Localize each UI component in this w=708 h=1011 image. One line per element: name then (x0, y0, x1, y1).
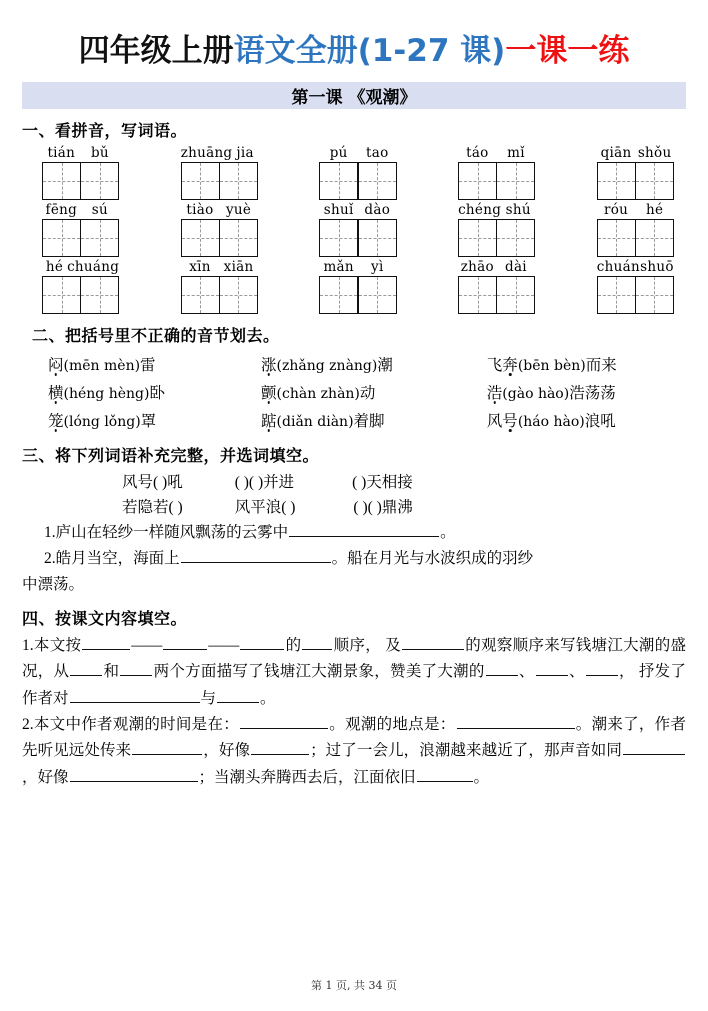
emphasized-char: 踮 (261, 409, 277, 431)
pinyin-syllable: xiān (223, 258, 254, 275)
pinyin-syllable: zhāo (460, 258, 494, 275)
writing-cell[interactable] (80, 276, 119, 314)
pinyin-choice-item (261, 406, 487, 434)
answer-blank[interactable] (70, 766, 198, 782)
answer-blank[interactable] (181, 547, 331, 563)
q-text: 。 (260, 689, 276, 707)
pinyin-labels (181, 259, 258, 275)
pinyin-choice-item (487, 350, 686, 378)
section-two-heading: 二、把括号里不正确的音节划去。 (32, 325, 280, 345)
answer-blank[interactable] (217, 687, 259, 703)
pinyin-choice-item (261, 350, 487, 378)
pinyin-row (22, 202, 686, 257)
sentence-text: 。船在月光与水波织成的羽纱 (331, 549, 534, 567)
pinyin-syllable: yì (371, 258, 384, 275)
writing-cell[interactable] (181, 219, 220, 257)
character-grid (42, 162, 119, 200)
writing-cell[interactable] (635, 162, 674, 200)
answer-blank[interactable] (82, 634, 130, 650)
q-text: 顺序， (333, 636, 382, 654)
pinyin-choice-row (22, 406, 686, 434)
character-grid (319, 276, 396, 314)
pinyin-options[interactable]: (háo hào) (517, 413, 585, 430)
writing-cell[interactable] (597, 276, 636, 314)
writing-cell[interactable] (358, 276, 397, 314)
idiom-item: ( )( )鼎沸 (353, 498, 413, 516)
writing-cell[interactable] (42, 219, 81, 257)
character-grid (597, 219, 674, 257)
q-text: 。观潮的地点是： (329, 715, 456, 733)
pinyin-word-group (319, 202, 396, 257)
pinyin-choice-table (22, 350, 686, 434)
writing-cell[interactable] (635, 276, 674, 314)
title-part-red: 一课一练 (505, 33, 630, 69)
character-grid (181, 276, 258, 314)
pinyin-word-group (42, 259, 119, 314)
idiom-item: ( )( )并进 (234, 473, 295, 491)
title-part-blue: 语文全册(1-27 课) (233, 33, 506, 69)
pinyin-word-group (181, 145, 258, 200)
character-grid (458, 162, 535, 200)
writing-cell[interactable] (458, 276, 497, 314)
idiom-item: 若隐若( ) (122, 498, 183, 516)
pinyin-syllable: qiān (600, 144, 632, 161)
pinyin-word-group (42, 202, 119, 257)
trailing-chars: 雷 (140, 356, 156, 374)
pinyin-syllable: sú (91, 201, 109, 218)
writing-cell[interactable] (80, 219, 119, 257)
q-text: ，好像 (203, 742, 251, 760)
pinyin-syllable: mǎn (323, 258, 354, 275)
pinyin-syllable: dài (505, 258, 527, 275)
writing-cell[interactable] (319, 219, 358, 257)
answer-blank[interactable] (417, 766, 473, 782)
pinyin-labels (597, 202, 674, 218)
fill-blank-sentence-1 (22, 520, 686, 545)
lead-char: 飞 (486, 356, 503, 374)
answer-blank[interactable] (402, 634, 464, 650)
q-text: 与 (200, 689, 217, 707)
q-text: 2.本文中作者观潮的时间是在： (22, 715, 240, 733)
q-text: 、 (518, 663, 535, 681)
pinyin-syllable: yuè (225, 201, 252, 218)
page-title (22, 0, 686, 70)
writing-cell[interactable] (458, 162, 497, 200)
q-text: ；过了一会儿，浪潮越来越近了，那声音如同 (310, 742, 622, 760)
pinyin-labels (458, 202, 535, 218)
writing-cell[interactable] (219, 219, 258, 257)
emphasized-char: 浩 (487, 381, 503, 403)
q-text: 。 (473, 768, 490, 786)
writing-cell[interactable] (496, 219, 535, 257)
q-text: 两个方面描写了钱塘江大潮景象，赞美了大潮的 (153, 663, 485, 681)
pinyin-syllable: mǐ (507, 144, 525, 161)
spacer (295, 495, 353, 517)
answer-blank[interactable] (457, 713, 575, 729)
pinyin-word-group (458, 259, 535, 314)
pinyin-word-group (181, 259, 258, 314)
pinyin-syllable: fēng (45, 201, 78, 218)
writing-cell[interactable] (181, 276, 220, 314)
pinyin-word-group (42, 145, 119, 200)
pinyin-word-group (458, 145, 535, 200)
q-text: ， (618, 663, 635, 681)
pinyin-choice-item (487, 406, 686, 434)
spacer (294, 470, 352, 492)
answer-blank[interactable] (586, 660, 618, 676)
section-three-heading: 三、将下列词语补充完整，并选词填空。 (22, 445, 320, 465)
answer-blank[interactable] (163, 634, 207, 650)
answer-blank[interactable] (70, 660, 102, 676)
section-four-heading: 四、按课文内容填空。 (22, 608, 188, 628)
pinyin-labels (181, 202, 258, 218)
writing-cell[interactable] (458, 219, 497, 257)
page-footer: 第 1 页, 共 34 页 (311, 979, 397, 992)
answer-blank[interactable] (240, 634, 284, 650)
emphasized-char: 笼 (48, 409, 64, 431)
writing-cell[interactable] (358, 162, 397, 200)
character-grid (458, 276, 535, 314)
writing-cell[interactable] (219, 162, 258, 200)
pinyin-syllable: chuán (596, 258, 640, 275)
writing-cell[interactable] (42, 276, 81, 314)
trailing-chars: 而来 (585, 356, 617, 374)
trailing-chars: 浩荡荡 (569, 384, 616, 402)
writing-cell[interactable] (80, 162, 119, 200)
answer-blank[interactable] (251, 739, 309, 755)
pinyin-labels (597, 145, 674, 161)
pinyin-labels (319, 259, 396, 275)
character-grid (319, 219, 396, 257)
pinyin-labels (597, 259, 674, 275)
idiom-item: 风平浪( ) (234, 498, 296, 516)
pinyin-word-group (181, 202, 258, 257)
spacer (183, 470, 235, 492)
pinyin-word-group (319, 259, 396, 314)
pinyin-syllable: tao (366, 144, 389, 161)
pinyin-syllable: jia (236, 144, 254, 161)
writing-cell[interactable] (496, 162, 535, 200)
q-text: —— (208, 636, 240, 654)
q-text: 抒发了作者对 (22, 663, 686, 707)
q-text: 1.本文按 (22, 636, 82, 654)
sentence-text: 1.庐山在轻纱一样随风飘荡的云雾中 (44, 523, 289, 541)
emphasized-char: 横 (48, 381, 64, 403)
pinyin-syllable: hé (45, 258, 64, 275)
pinyin-word-group (458, 202, 535, 257)
q-text: 的观察顺序来写钱塘江大潮的盛况，从 (22, 636, 686, 681)
pinyin-syllable: zhuāng (180, 144, 233, 161)
pinyin-word-group (319, 145, 396, 200)
section-four-question-1 (22, 633, 686, 712)
pinyin-choice-item (261, 378, 487, 406)
character-grid (42, 276, 119, 314)
writing-cell[interactable] (358, 219, 397, 257)
pinyin-labels (458, 145, 535, 161)
writing-cell[interactable] (319, 162, 358, 200)
pinyin-syllable: pú (329, 144, 348, 161)
pinyin-labels (181, 145, 258, 161)
writing-cell[interactable] (597, 219, 636, 257)
writing-cell[interactable] (635, 219, 674, 257)
writing-cell[interactable] (319, 276, 358, 314)
pinyin-choice-item (22, 350, 261, 378)
character-grid (181, 219, 258, 257)
pinyin-labels (319, 202, 396, 218)
character-grid (42, 219, 119, 257)
pinyin-syllable: shuǐ (323, 201, 354, 218)
answer-blank[interactable] (536, 660, 568, 676)
writing-cell[interactable] (42, 162, 81, 200)
lesson-title-bar (22, 82, 686, 109)
pinyin-choice-item (22, 378, 261, 406)
pinyin-labels (42, 145, 119, 161)
sentence-text: 。 (440, 523, 456, 541)
pinyin-syllable: shú (505, 201, 531, 218)
answer-blank[interactable] (240, 713, 328, 729)
pinyin-syllable: chuáng (67, 258, 120, 275)
character-grid (597, 276, 674, 314)
writing-cell[interactable] (219, 276, 258, 314)
q-text: 和 (103, 663, 120, 681)
pinyin-choice-item (22, 406, 261, 434)
trailing-chars: 着脚 (353, 412, 385, 430)
emphasized-char: 涨 (261, 353, 277, 375)
character-grid (319, 162, 396, 200)
pinyin-options[interactable]: (zhǎng znàng) (276, 357, 378, 374)
pinyin-syllable: tiào (186, 201, 214, 218)
answer-blank[interactable] (120, 660, 152, 676)
trailing-chars: 罩 (140, 412, 157, 430)
pinyin-word-group (597, 202, 674, 257)
emphasized-char: 奔 (502, 353, 518, 375)
pinyin-syllable: dào (364, 201, 391, 218)
answer-blank[interactable] (486, 660, 518, 676)
fill-blank-sentence-2-cont: 中漂荡。 (22, 575, 85, 593)
pinyin-options[interactable]: (héng hèng) (63, 385, 150, 402)
answer-blank[interactable] (623, 739, 685, 755)
emphasized-char: 号 (502, 409, 518, 431)
idiom-item: ( )天相接 (352, 473, 413, 491)
pinyin-options[interactable]: (bēn bèn) (517, 357, 586, 374)
writing-cell[interactable] (496, 276, 535, 314)
lesson-title-text: 第一课 《观潮》 (291, 87, 417, 108)
q-text: ，好像 (22, 768, 69, 786)
pinyin-choice-row (22, 350, 686, 378)
pinyin-syllable: táo (466, 144, 489, 161)
q-text: —— (131, 636, 163, 654)
q-text: 、 (568, 663, 585, 681)
pinyin-choice-row (22, 378, 686, 406)
pinyin-labels (42, 259, 119, 275)
q-text: 及 (385, 636, 401, 654)
pinyin-word-group (597, 145, 674, 200)
pinyin-options[interactable]: (diǎn diàn) (276, 413, 354, 430)
q-text: ；当潮头奔腾西去后，江面依旧 (198, 768, 416, 786)
pinyin-options[interactable]: (lóng lǒng) (63, 413, 141, 430)
title-part-black: 四年级上册 (78, 33, 234, 69)
pinyin-syllable: bǔ (90, 144, 109, 161)
sentence-text: 2.皓月当空，海面上 (44, 549, 180, 567)
pinyin-syllable: hé (646, 201, 664, 218)
trailing-chars: 潮 (377, 356, 393, 374)
pinyin-options[interactable]: (mēn mèn) (63, 357, 141, 374)
pinyin-labels (458, 259, 535, 275)
pinyin-options[interactable]: (chàn zhàn) (276, 385, 360, 402)
writing-cell[interactable] (181, 162, 220, 200)
trailing-chars: 动 (359, 384, 376, 402)
answer-blank[interactable] (132, 739, 202, 755)
character-grid (458, 219, 535, 257)
answer-blank[interactable] (289, 521, 439, 537)
pinyin-syllable: xīn (189, 258, 211, 275)
answer-blank[interactable] (302, 634, 332, 650)
pinyin-syllable: shuō (640, 258, 674, 275)
character-grid (597, 162, 674, 200)
emphasized-char: 颤 (261, 381, 277, 403)
emphasized-char: 闷 (48, 353, 64, 375)
pinyin-syllable: tián (47, 144, 76, 161)
pinyin-grid-container (22, 145, 686, 314)
pinyin-options[interactable]: (gào hào) (502, 385, 570, 402)
fill-blank-sentence-2 (22, 546, 686, 571)
trailing-chars: 卧 (149, 384, 165, 402)
section-four-question-2 (22, 712, 686, 791)
idiom-item: 风号( )吼 (122, 473, 183, 491)
lead-char: 风 (486, 412, 503, 430)
writing-cell[interactable] (597, 162, 636, 200)
pinyin-labels (42, 202, 119, 218)
pinyin-syllable: róu (603, 201, 629, 218)
spacer (183, 495, 235, 517)
pinyin-row (22, 259, 686, 314)
pinyin-syllable: shǒu (637, 144, 672, 161)
trailing-chars: 浪吼 (584, 412, 616, 430)
pinyin-choice-item (487, 378, 686, 406)
pinyin-syllable: chéng (458, 201, 502, 218)
section-one-heading: 一、看拼音，写词语。 (22, 120, 188, 140)
answer-blank[interactable] (70, 687, 200, 703)
pinyin-labels (319, 145, 396, 161)
q-text: 的 (285, 636, 302, 654)
pinyin-word-group (597, 259, 674, 314)
q-text: 。潮来了，作者先听见远处传来 (22, 715, 686, 760)
pinyin-row (22, 145, 686, 200)
character-grid (181, 162, 258, 200)
idiom-row-1 (22, 470, 686, 492)
idiom-row-2 (22, 495, 686, 517)
